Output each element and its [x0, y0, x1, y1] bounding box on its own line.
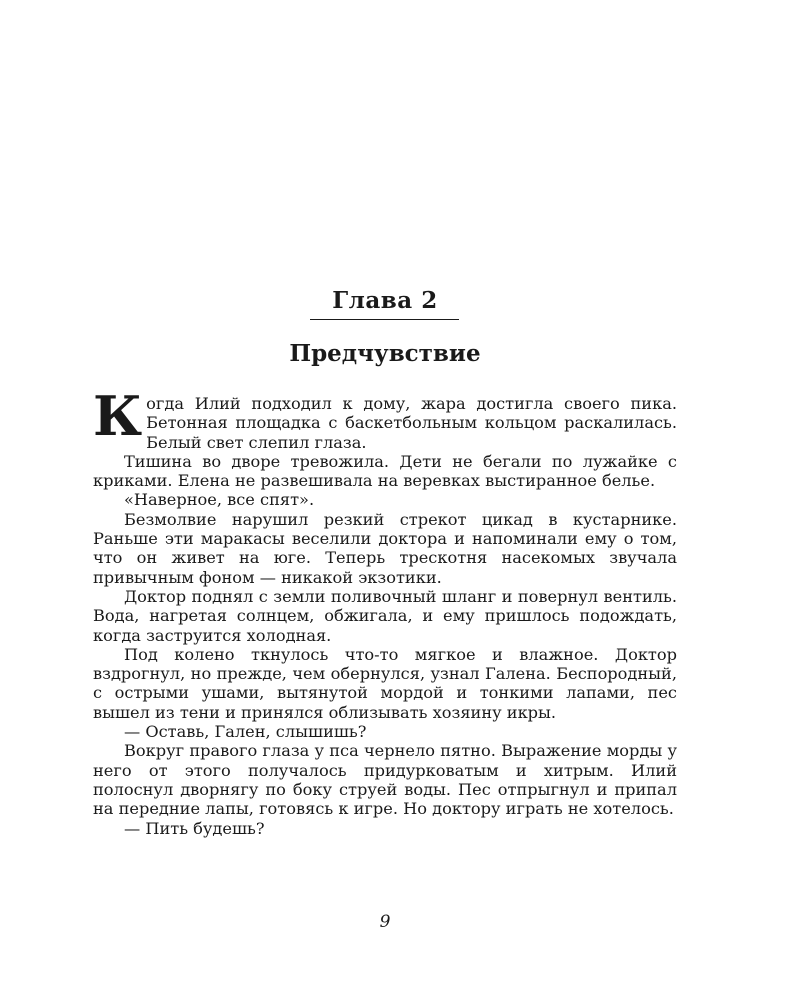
- paragraph-4: Безмолвие нарушил резкий стрекот цикад в кустарнике. Раньше эти маракасы веселили доктора и напоминали ему о том, что он живет на юге. Теперь трескотня насекомых звучала привычным фоном — никакой экзотики.: [93, 509, 677, 587]
- paragraph-6: Под колено ткнулось что-то мягкое и влажное. Доктор вздрогнул, но прежде, чем обернулся, узнал Галена. Беспородный, с острыми ушами, вытянутой мордой и тонкими лапами, пес вышел из тени и принялся облизывать хозяину икры.: [93, 644, 677, 722]
- paragraph-7: — Оставь, Гален, слышишь?: [124, 722, 367, 742]
- paragraph-2: Тишина во дворе тревожила. Дети не бегали по лужайке с криками. Елена не развешивала на веревках выстиранное белье.: [93, 451, 677, 491]
- paragraph-5: Доктор поднял с земли поливочный шланг и повернул вентиль. Вода, нагретая солнцем, обжигала, и ему пришлось подождать, когда заструится холодная.: [93, 586, 677, 645]
- chapter-title-underline: [310, 319, 459, 320]
- paragraph-8: Вокруг правого глаза у пса чернело пятно. Выражение морды у него от этого получалось придурковатым и хитрым. Илий полоснул дворнягу по боку струей воды. Пес отпрыгнул и припал на передние лапы, готовясь к игре. Но доктору играть не хотелось.: [93, 741, 677, 819]
- paragraph-3: «Наверное, все спят».: [124, 490, 315, 510]
- body-text: [93, 384, 677, 838]
- paragraph-1: [93, 384, 677, 452]
- page-number: 9: [379, 912, 391, 932]
- chapter-subtitle: Предчувствие: [289, 340, 481, 367]
- drop-cap: К: [93, 384, 143, 448]
- paragraph-9: — Пить будешь?: [124, 818, 265, 838]
- paragraph-1-text: огда Илий подходил к дому, жара достигла своего пика. Бетонная площадка с баскетбольным кольцом раскалилась. Белый свет слепил глаза.: [146, 394, 677, 452]
- chapter-title: Глава 2: [332, 287, 438, 314]
